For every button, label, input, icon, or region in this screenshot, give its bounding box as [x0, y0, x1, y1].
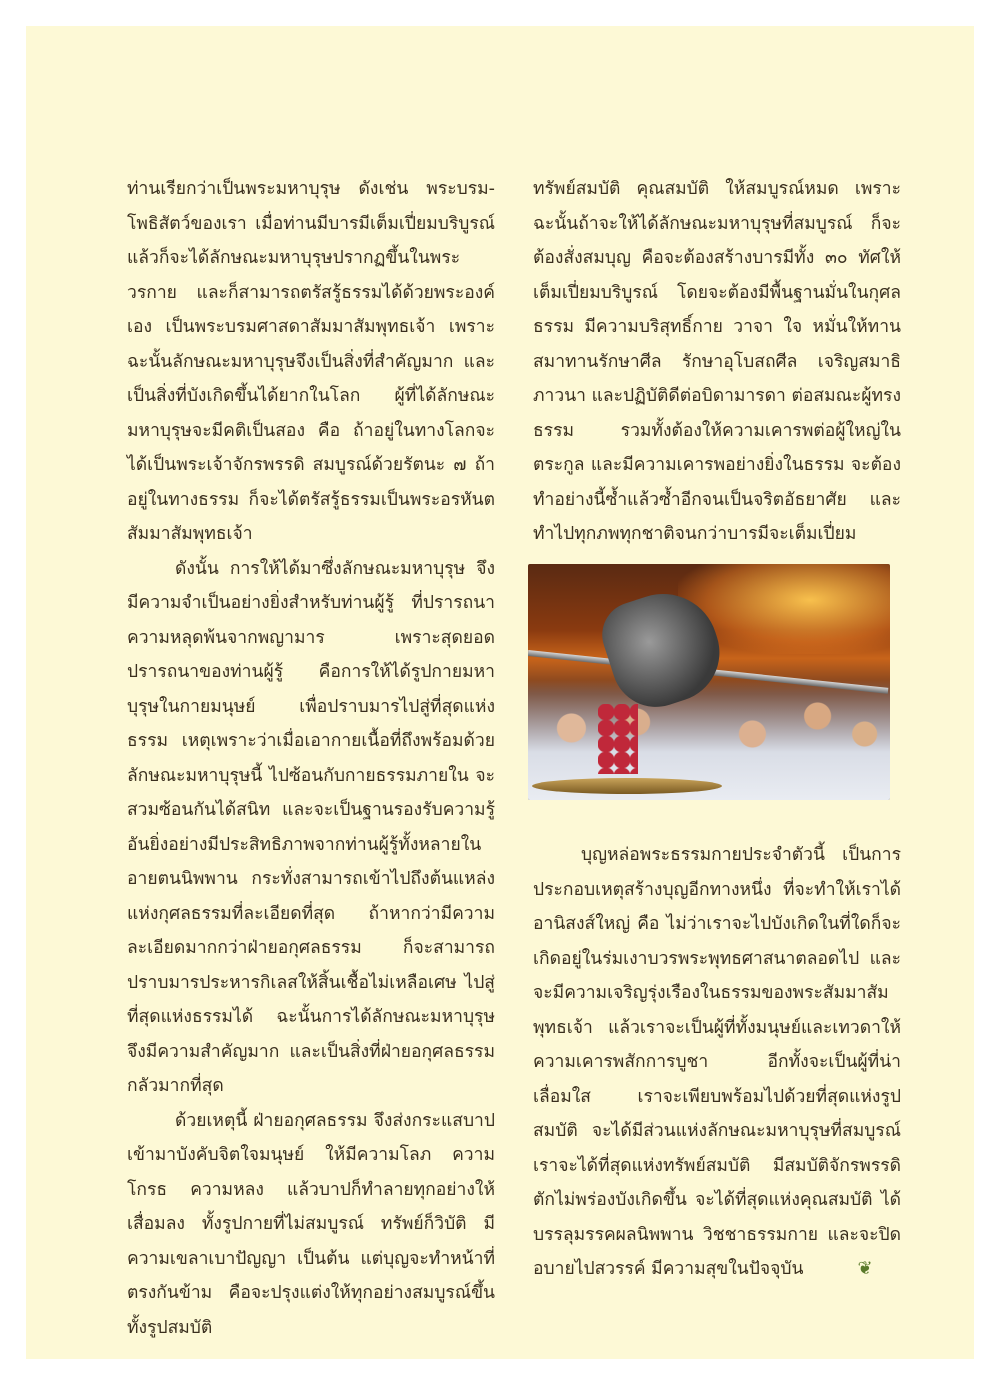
paragraph-1: ท่านเรียกว่าเป็นพระมหาบุรุษ ดังเช่น พระบรม-โพธิสัตว์ของเรา เมื่อท่านมีบารมีเต็มเปี่ยมบริบูรณ์ แล้วก็จะได้ลักษณะมหาบุรุษปรากฏขึ้นในพระวรกาย และก็สามารถตรัสรู้ธรรมได้ด้วยพระองค์เอง เป็นพระบรมศาสดาสัมมาสัมพุทธเจ้า เพราะฉะนั้นลักษณะมหาบุรุษจึงเป็นสิ่งที่สำคัญมาก และเป็นสิ่งที่บังเกิดขึ้นได้ยากในโลก ผู้ที่ได้ลักษณะมหาบุรุษจะมีคติเป็นสอง คือ ถ้าอยู่ในทางโลกจะได้เป็นพระเจ้าจักรพรรดิ สมบูรณ์ด้วยรัตนะ ๗ ถ้าอยู่ในทางธรรม ก็จะได้ตรัสรู้ธรรมเป็นพระอรหันตสัมมาสัมพุทธเจ้า	[127, 179, 495, 544]
paragraph-3: ด้วยเหตุนี้ ฝ่ายอกุศลธรรม จึงส่งกระแสบาปเข้ามาบังคับจิตใจมนุษย์ ให้มีความโลภ ความโกรธ ความหลง แล้วบาปก็ทำลายทุกอย่างให้เสื่อมลง ทั้งรูปกายที่ไม่สมบูรณ์ ทรัพย์ก็วิบัติ มีความเขลาเบาปัญญา เป็นต้น แต่บุญจะทำหน้าที่ตรงกันข้าม คือจะปรุงแต่งให้ทุกอย่างสมบูรณ์ขึ้น ทั้งรูปสมบัติ	[127, 1110, 495, 1338]
leaf-end-icon: ❦	[857, 1258, 873, 1279]
paragraph-4: ทรัพย์สมบัติ คุณสมบัติ ให้สมบูรณ์หมด เพราะฉะนั้นถ้าจะให้ได้ลักษณะมหาบุรุษที่สมบูรณ์ ก็จะต้องสั่งสมบุญ คือจะต้องสร้างบารมีทั้ง ๓๐ ทัศให้เต็มเปี่ยมบริบูรณ์ โดยจะต้องมีพื้นฐานมั่นในกุศลธรรม มีความบริสุทธิ์กาย วาจา ใจ หมั่นให้ทาน สมาทานรักษาศีล รักษาอุโบสถศีล เจริญสมาธิภาวนา และปฏิบัติดีต่อบิดามารดา ต่อสมณะผู้ทรงธรรม รวมทั้งต้องให้ความเคารพต่อผู้ใหญ่ในตระกูล และมีความเคารพอย่างยิ่งในธรรม จะต้องทำอย่างนี้ซ้ำแล้วซ้ำอีกจนเป็นจริตอัธยาศัย และทำไปทุกภพทุกชาติจนกว่าบารมีจะเต็มเปี่ยม	[533, 179, 901, 544]
paragraph-5-text: บุญหล่อพระธรรมกายประจำตัวนี้ เป็นการประกอบเหตุสร้างบุญอีกทางหนึ่ง ที่จะทำให้เราได้อานิสงส์ใหญ่ คือ ไม่ว่าเราจะไปบังเกิดในที่ใดก็จะเกิดอยู่ในร่มเงาบวรพระพุทธศาสนาตลอดไป และจะมีความเจริญรุ่งเรืองในธรรมของพระสัมมาสัมพุทธเจ้า แล้วเราจะเป็นผู้ที่ทั้งมนุษย์และเทวดาให้ความเคารพสักการบูชา อีกทั้งจะเป็นผู้ที่น่าเลื่อมใส เราจะเพียบพร้อมไปด้วยที่สุดแห่งรูปสมบัติ จะได้มีส่วนแห่งลักษณะมหาบุรุษที่สมบูรณ์ เราจะได้ที่สุดแห่งทรัพย์สมบัติ มีสมบัติจักรพรรดิตักไม่พร่องบังเกิดขึ้น จะได้ที่สุดแห่งคุณสมบัติ ได้บรรลุมรรคผลนิพพาน วิชชาธรรมกาย และจะปิดอบายไปสวรรค์ มีความสุขในปัจจุบัน	[533, 845, 901, 1279]
photo-garland	[598, 704, 638, 774]
paragraph-5	[533, 838, 901, 1287]
right-column-top	[533, 172, 901, 552]
casting-ceremony-photo	[528, 564, 890, 800]
paragraph-2: ดังนั้น การให้ได้มาซึ่งลักษณะมหาบุรุษ จึงมีความจำเป็นอย่างยิ่งสำหรับท่านผู้รู้ ที่ปรารถนาความหลุดพ้นจากพญามาร เพราะสุดยอดปรารถนาของท่านผู้รู้ คือการให้ได้รูปกายมหาบุรุษในกายมนุษย์ เพื่อปราบมารไปสู่ที่สุดแห่งธรรม เหตุเพราะว่าเมื่อเอากายเนื้อที่ถึงพร้อมด้วยลักษณะมหาบุรุษนี้ ไปซ้อนกับกายธรรมภายใน จะสวมซ้อนกันได้สนิท และจะเป็นฐานรองรับความรู้อันยิ่งอย่างมีประสิทธิภาพจากท่านผู้รู้ทั้งหลายในอายตนนิพพาน กระทั่งสามารถเข้าไปถึงต้นแหล่งแห่งกุศลธรรมที่ละเอียดที่สุด ถ้าหากว่ามีความละเอียดมากกว่าฝ่ายอกุศลธรรม ก็จะสามารถปราบมารประหารกิเลสให้สิ้นเชื้อไม่เหลือเศษ ไปสู่ที่สุดแห่งธรรมได้ ฉะนั้นการได้ลักษณะมหาบุรุษจึงมีความสำคัญมาก และเป็นสิ่งที่ฝ่ายอกุศลธรรมกลัวมากที่สุด	[127, 558, 495, 1096]
photo-tray	[532, 778, 722, 794]
right-column-bottom	[533, 838, 901, 1287]
left-column	[127, 172, 495, 1345]
